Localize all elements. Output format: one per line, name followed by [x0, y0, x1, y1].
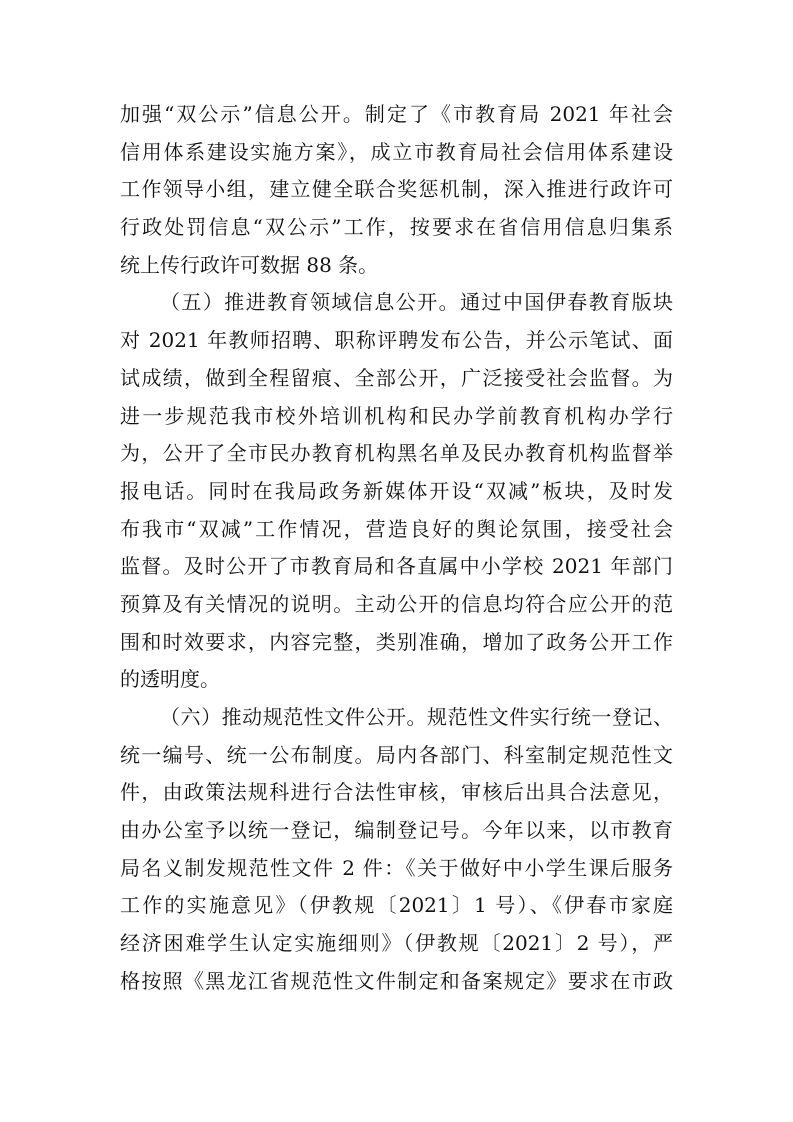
text-line: 为，公开了全市民办教育机构黑名单及民办教育机构监督举 [120, 441, 673, 466]
text-line: 由办公室予以统一登记，编制登记号。今年以来，以市教育 [120, 818, 673, 843]
text-line: 工作的实施意见》（伊教规〔2021〕1 号）、《伊春市家庭 [120, 893, 673, 918]
text-line: 工作领导小组，建立健全联合奖惩机制，深入推进行政许可 [120, 177, 673, 202]
text-line: 信用体系建设实施方案》，成立市教育局社会信用体系建设 [120, 139, 673, 164]
text-line: 预算及有关情况的说明。主动公开的信息均符合应公开的范 [120, 591, 673, 616]
text-line: 局名义制发规范性文件 2 件：《关于做好中小学生课后服务 [120, 855, 673, 880]
paragraph-3 [120, 699, 673, 1001]
text-line: 布我市“双减”工作情况，营造良好的舆论氛围，接受社会 [120, 516, 673, 541]
paragraph-1 [120, 96, 673, 284]
text-line: 报电话。同时在我局政务新媒体开设“双减”板块，及时发 [120, 478, 673, 503]
text-line: 的透明度。 [120, 667, 220, 692]
text-line: 试成绩，做到全程留痕、全部公开，广泛接受社会监督。为 [120, 365, 673, 390]
paragraph-2 [120, 284, 673, 699]
text-line: （五）推进教育领域信息公开。通过中国伊春教育版块 [160, 290, 673, 315]
text-line: 对 2021 年教师招聘、职称评聘发布公告，并公示笔试、面 [120, 328, 673, 353]
text-line: 行政处罚信息“双公示”工作，按要求在省信用信息归集系 [120, 215, 673, 240]
text-line: 进一步规范我市校外培训机构和民办学前教育机构办学行 [120, 403, 673, 428]
text-line: 监督。及时公开了市教育局和各直属中小学校 2021 年部门 [120, 554, 673, 579]
text-line: 围和时效要求，内容完整，类别准确，增加了政务公开工作 [120, 629, 673, 654]
text-line: 件，由政策法规科进行合法性审核，审核后出具合法意见， [120, 780, 673, 805]
document-body [120, 96, 673, 1001]
text-line: （六）推动规范性文件公开。规范性文件实行统一登记、 [160, 705, 673, 729]
text-line: 统上传行政许可数据 88 条。 [120, 252, 379, 277]
text-line: 格按照《黑龙江省规范性文件制定和备案规定》要求在市政 [120, 968, 673, 993]
text-line: 统一编号、统一公布制度。局内各部门、科室制定规范性文 [120, 742, 673, 767]
text-line: 加强“双公示”信息公开。制定了《市教育局 2021 年社会 [120, 102, 673, 126]
text-line: 经济困难学生认定实施细则》（伊教规〔2021〕2 号），严 [120, 931, 673, 956]
